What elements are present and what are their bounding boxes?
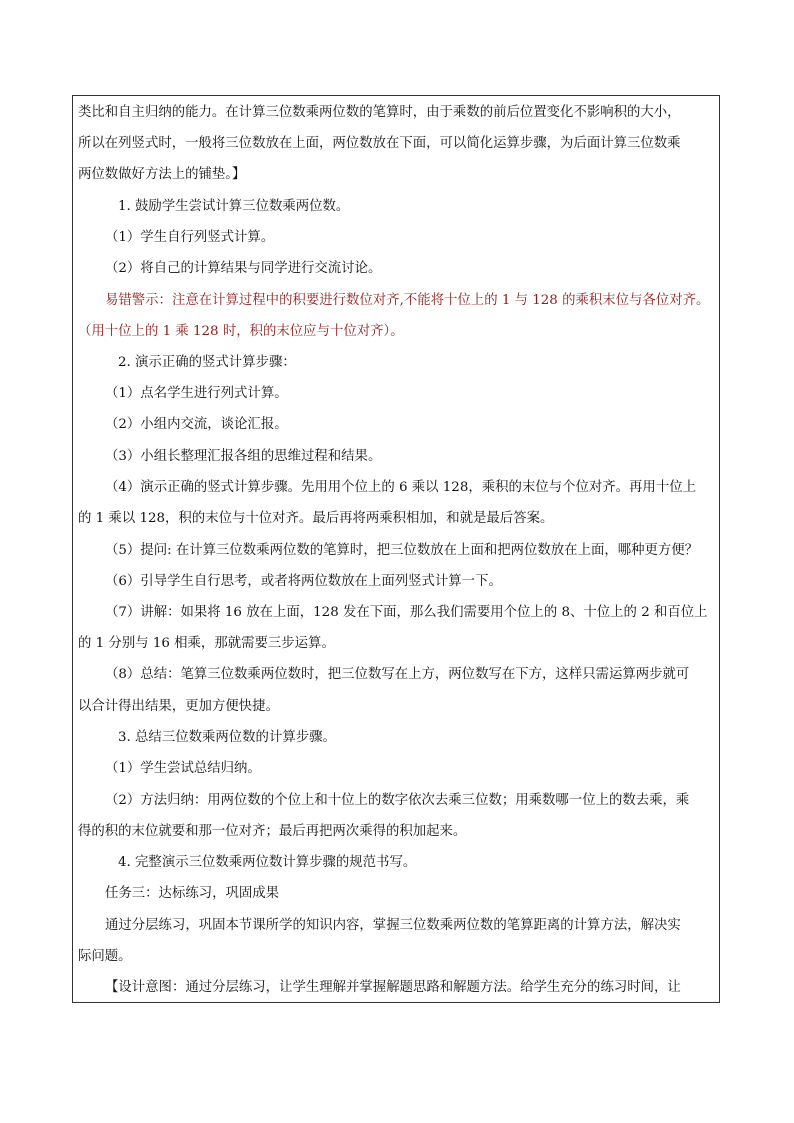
text-line: 的 1 乘以 128，积的末位与十位对齐。最后再将两乘积相加，和就是最后答案。 xyxy=(78,511,554,526)
text-line: 所以在列竖式时，一般将三位数放在上面，两位数放在下面，可以简化运算步骤，为后面计算三位数乘 xyxy=(78,136,681,151)
text-line: 类比和自主归纳的能力。在计算三位数乘两位数的笔算时，由于乘数的前后位置变化不影响积的大小， xyxy=(78,105,681,120)
text-line: 通过分层练习，巩固本节课所学的知识内容，掌握三位数乘两位数的笔算距离的计算方法，解决实 xyxy=(105,918,681,933)
text-line: （8）总结：笔算三位数乘两位数时，把三位数写在上方，两位数写在下方，这样只需运算两步就可 xyxy=(105,667,690,682)
text-line: （2）将自己的计算结果与同学进行交流讨论。 xyxy=(105,261,382,276)
task-heading: 任务三：达标练习，巩固成果 xyxy=(105,886,280,901)
text-line: （2）小组内交流，谈论汇报。 xyxy=(105,417,288,432)
text-line: （4）演示正确的竖式计算步骤。先用用个位上的 6 乘以 128，乘积的末位与个位对齐。再用十位上 xyxy=(105,480,696,495)
text-line: （2）方法归纳：用两位数的个位上和十位上的数字依次去乘三位数；用乘数哪一位上的数去乘，乘 xyxy=(105,793,690,808)
design-intent-line: 【设计意图：通过分层练习，让学生理解并掌握解题思路和解题方法。给学生充分的练习时间，让 xyxy=(105,980,681,995)
text-line: （6）引导学生自行思考，或者将两位数放在上面列竖式计算一下。 xyxy=(105,574,502,589)
text-line: 的 1 分别与 16 相乘，那就需要三步运算。 xyxy=(78,636,335,651)
step-heading: 4. 完整演示三位数乘两位数计算步骤的规范书写。 xyxy=(118,855,417,870)
text-line: （1）点名学生进行列式计算。 xyxy=(105,386,288,401)
error-warning-note: 易错警示：注意在计算过程中的积要进行数位对齐,不能将十位上的 1 与 128 的乘积末位与各位对齐。 xyxy=(105,293,710,308)
step-heading: 3. 总结三位数乘两位数的计算步骤。 xyxy=(118,730,336,745)
error-warning-note-continued: （用十位上的 1 乘 128 时，积的末位应与十位对齐）。 xyxy=(78,324,404,339)
text-line: （7）讲解：如果将 16 放在上面，128 发在下面，那么我们需要用个位上的 8、十位上的 2 和百位上 xyxy=(105,605,708,620)
text-line: 得的积的末位就要和那一位对齐；最后再把两次乘得的积加起来。 xyxy=(78,824,467,839)
text-line: （3）小组长整理汇报各组的思维过程和结果。 xyxy=(105,449,382,464)
text-line: （1）学生自行列竖式计算。 xyxy=(105,230,275,245)
lesson-plan-table-cell xyxy=(72,95,720,1003)
text-line: 两位数做好方法上的铺垫。】 xyxy=(78,167,246,182)
text-line: 际问题。 xyxy=(78,949,132,964)
step-heading: 2. 演示正确的竖式计算步骤： xyxy=(118,355,296,370)
text-line: （1）学生尝试总结归纳。 xyxy=(105,761,261,776)
text-line: 以合计得出结果，更加方便快捷。 xyxy=(78,699,279,714)
step-heading: 1. 鼓励学生尝试计算三位数乘两位数。 xyxy=(118,199,350,214)
text-line: （5）提问: 在计算三位数乘两位数的笔算时，把三位数放在上面和把两位数放在上面，哪种更方便？ xyxy=(105,543,699,558)
